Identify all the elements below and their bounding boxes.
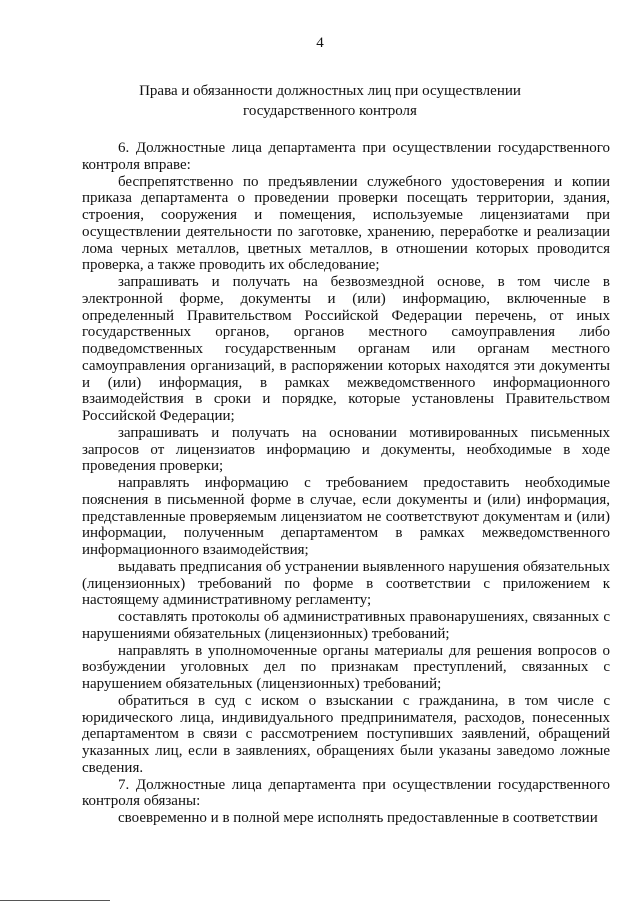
paragraph-issue-orders: выдавать предписания об устранении выявленного нарушения обязательных (лицензионных) требований по форме в соответствии с приложением к настоящему административному регламенту; (82, 558, 610, 609)
paragraph-visit-premises: беспрепятственно по предъявлении служебного удостоверения и копии приказа департамента о проведении проверки посещать территории, здания, строения, сооружения и помещения, используемые лицензиатами при осуществлении деятельности по заготовке, хранению, переработке и реализации лома черных металлов, цветных металлов, в отношении которых проводится проверка, а также проводить их обследование; (82, 173, 610, 274)
paragraph-compose-protocols: составлять протоколы об административных правонарушениях, связанных с нарушениями обязательных (лицензионных) требований; (82, 609, 610, 642)
paragraph-send-information: направлять информацию с требованием предоставить необходимые пояснения в письменной форме в случае, если документы и (или) информация, представленные проверяемым лицензиатом не соответствуют документам и (или) информации, полученным департаментом в рамках межведомственного информационного взаимодействия; (82, 475, 610, 558)
section-title (120, 81, 540, 121)
document-body (82, 140, 610, 827)
page-number: 4 (316, 35, 324, 51)
paragraph-clause-6: 6. Должностные лица департамента при осуществлении государственного контроля вправе: (82, 140, 610, 173)
paragraph-send-materials: направлять в уполномоченные органы материалы для решения вопросов о возбуждении уголовных дел по признакам преступлений, связанных с нарушением обязательных (лицензионных) требований; (82, 642, 610, 692)
section-title-line-1: Права и обязанности должностных лиц при осуществлении (139, 83, 521, 99)
paragraph-court-claim: обратиться в суд с иском о взыскании с гражданина, в том числе с юридического лица, индивидуального предпринимателя, расходов, понесенных департаментом в связи с рассмотрением поступивших заявлений, обращений указанных лиц, если в заявлениях, обращениях были указаны заведомо ложные сведения. (82, 692, 610, 776)
section-title-line-2: государственного контроля (243, 103, 417, 119)
footer-divider (0, 900, 110, 901)
paragraph-clause-7: 7. Должностные лица департамента при осуществлении государственного контроля обязаны: (82, 776, 610, 810)
paragraph-request-documents: запрашивать и получать на безвозмездной основе, в том числе в электронной форме, документы и (или) информацию, включенные в определенный Правительством Российской Федерации перечень, от иных государственных органов, органов местного самоуправления либо подведомственных государственным органам или органам местного самоуправления организаций, в распоряжении которых находятся эти документы и (или) информация, в рамках межведомственного информационного взаимодействия в сроки и порядке, которые установлены Правительством Российской Федерации; (82, 274, 610, 424)
paragraph-fulfil-duties: своевременно и в полной мере исполнять предоставленные в соответствии (118, 810, 598, 826)
paragraph-request-licensees: запрашивать и получать на основании мотивированных письменных запросов от лицензиатов информацию и документы, необходимые в ходе проведения проверки; (82, 424, 610, 475)
